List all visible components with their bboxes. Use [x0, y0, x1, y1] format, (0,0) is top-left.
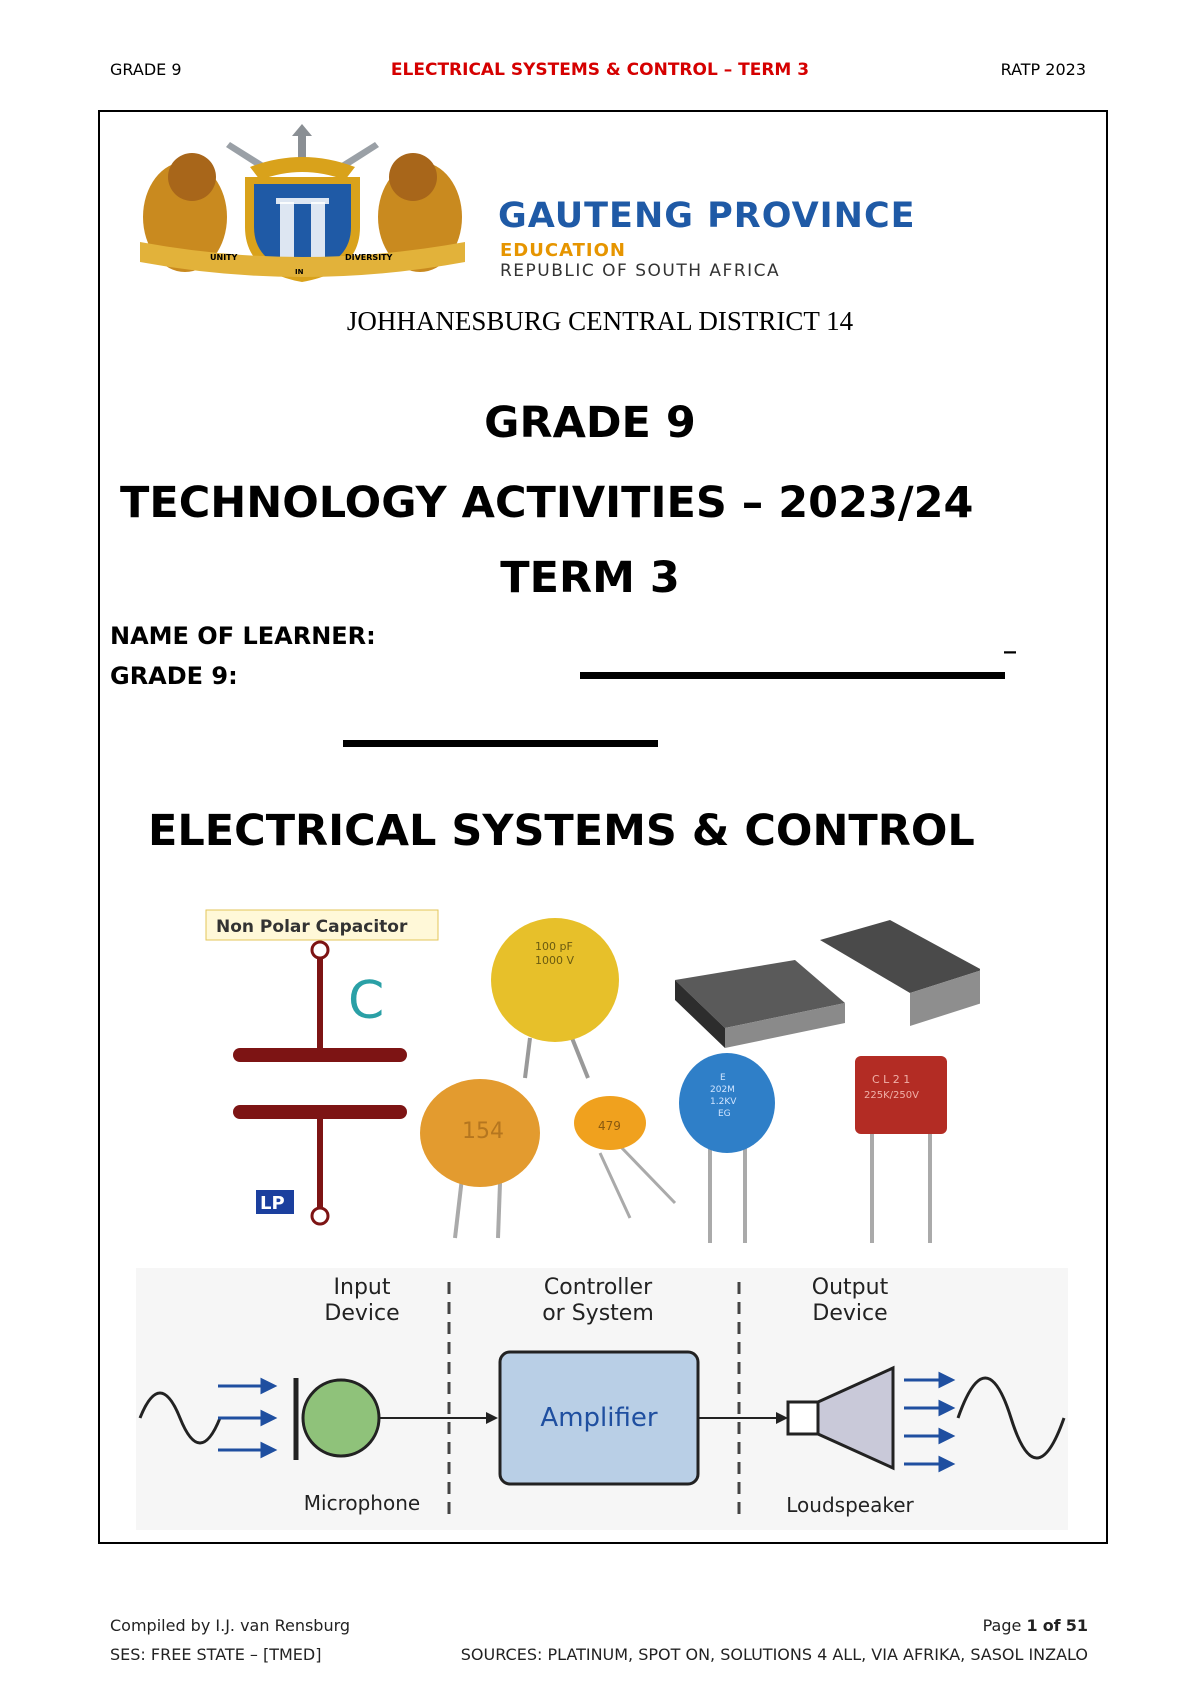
- grade-label: GRADE 9:: [110, 662, 238, 690]
- title-activities: TECHNOLOGY ACTIVITIES – 2023/24: [120, 478, 974, 528]
- footer-compiled-by: Compiled by I.J. van Rensburg: [110, 1616, 351, 1635]
- cap-mark-2: 1000 V: [535, 954, 575, 967]
- country-name: REPUBLIC OF SOUTH AFRICA: [500, 261, 781, 281]
- cap-mark-7: 1.2KV: [710, 1097, 737, 1107]
- footer-sources: SOURCES: PLATINUM, SPOT ON, SOLUTIONS 4 ALL, VIA AFRIKA, SASOL INZALO: [460, 1645, 1088, 1664]
- cap-mark-5: E: [720, 1073, 726, 1083]
- controller-heading-line1: Controller: [543, 1275, 653, 1300]
- footer-ses: SES: FREE STATE – [TMED]: [110, 1645, 322, 1664]
- controller-heading-line2: or System: [542, 1301, 654, 1326]
- footer-page-number: [983, 1616, 1088, 1635]
- output-heading-line2: Device: [812, 1301, 888, 1326]
- block-diagram-image: [136, 1268, 1068, 1530]
- output-heading-line1: Output: [811, 1275, 889, 1300]
- motto-diversity: DIVERSITY: [345, 253, 393, 262]
- capacitor-label: Non Polar Capacitor: [216, 917, 408, 937]
- header-title: ELECTRICAL SYSTEMS & CONTROL – TERM 3: [390, 60, 810, 80]
- page-of: of: [1042, 1616, 1061, 1635]
- loudspeaker-caption: Loudspeaker: [786, 1493, 914, 1517]
- amplifier-label: Amplifier: [540, 1403, 658, 1433]
- lp-badge: LP: [260, 1193, 285, 1214]
- capacitor-symbol-letter: C: [348, 971, 385, 1031]
- title-term: TERM 3: [500, 553, 680, 603]
- microphone-caption: Microphone: [303, 1491, 421, 1515]
- grade-input-line[interactable]: [343, 740, 658, 747]
- cap-mark-8: EG: [718, 1109, 731, 1119]
- header-grade: GRADE 9: [110, 60, 182, 79]
- motto-in: IN: [295, 268, 304, 276]
- topic-heading: ELECTRICAL SYSTEMS & CONTROL: [148, 806, 975, 856]
- page-current: 1: [1026, 1616, 1038, 1635]
- title-grade: GRADE 9: [484, 398, 696, 448]
- capacitor-image: [200, 898, 980, 1246]
- cap-mark-1: 100 pF: [535, 940, 573, 953]
- cap-mark-9: C L 2 1: [872, 1073, 911, 1086]
- input-heading-line2: Device: [324, 1301, 400, 1326]
- name-of-learner-label: NAME OF LEARNER:: [110, 622, 376, 650]
- province-name: GAUTENG PROVINCE: [498, 196, 916, 236]
- page-total: 51: [1065, 1616, 1088, 1635]
- cap-mark-6: 202M: [710, 1085, 735, 1095]
- name-input-line[interactable]: [580, 672, 1005, 679]
- cap-mark-3: 154: [462, 1119, 504, 1144]
- motto-unity: UNITY: [210, 253, 238, 262]
- name-field-tail: _: [1004, 626, 1016, 654]
- page-prefix: Page: [982, 1616, 1022, 1635]
- cap-mark-10: 225K/250V: [864, 1090, 919, 1101]
- district-name: JOHHANESBURG CENTRAL DISTRICT 14: [346, 306, 854, 336]
- header-ratp: RATP 2023: [1000, 60, 1086, 79]
- input-heading-line1: Input: [333, 1275, 391, 1300]
- coat-of-arms-logo: [130, 122, 475, 287]
- cap-mark-4: 479: [598, 1119, 621, 1133]
- department-name: EDUCATION: [500, 240, 626, 261]
